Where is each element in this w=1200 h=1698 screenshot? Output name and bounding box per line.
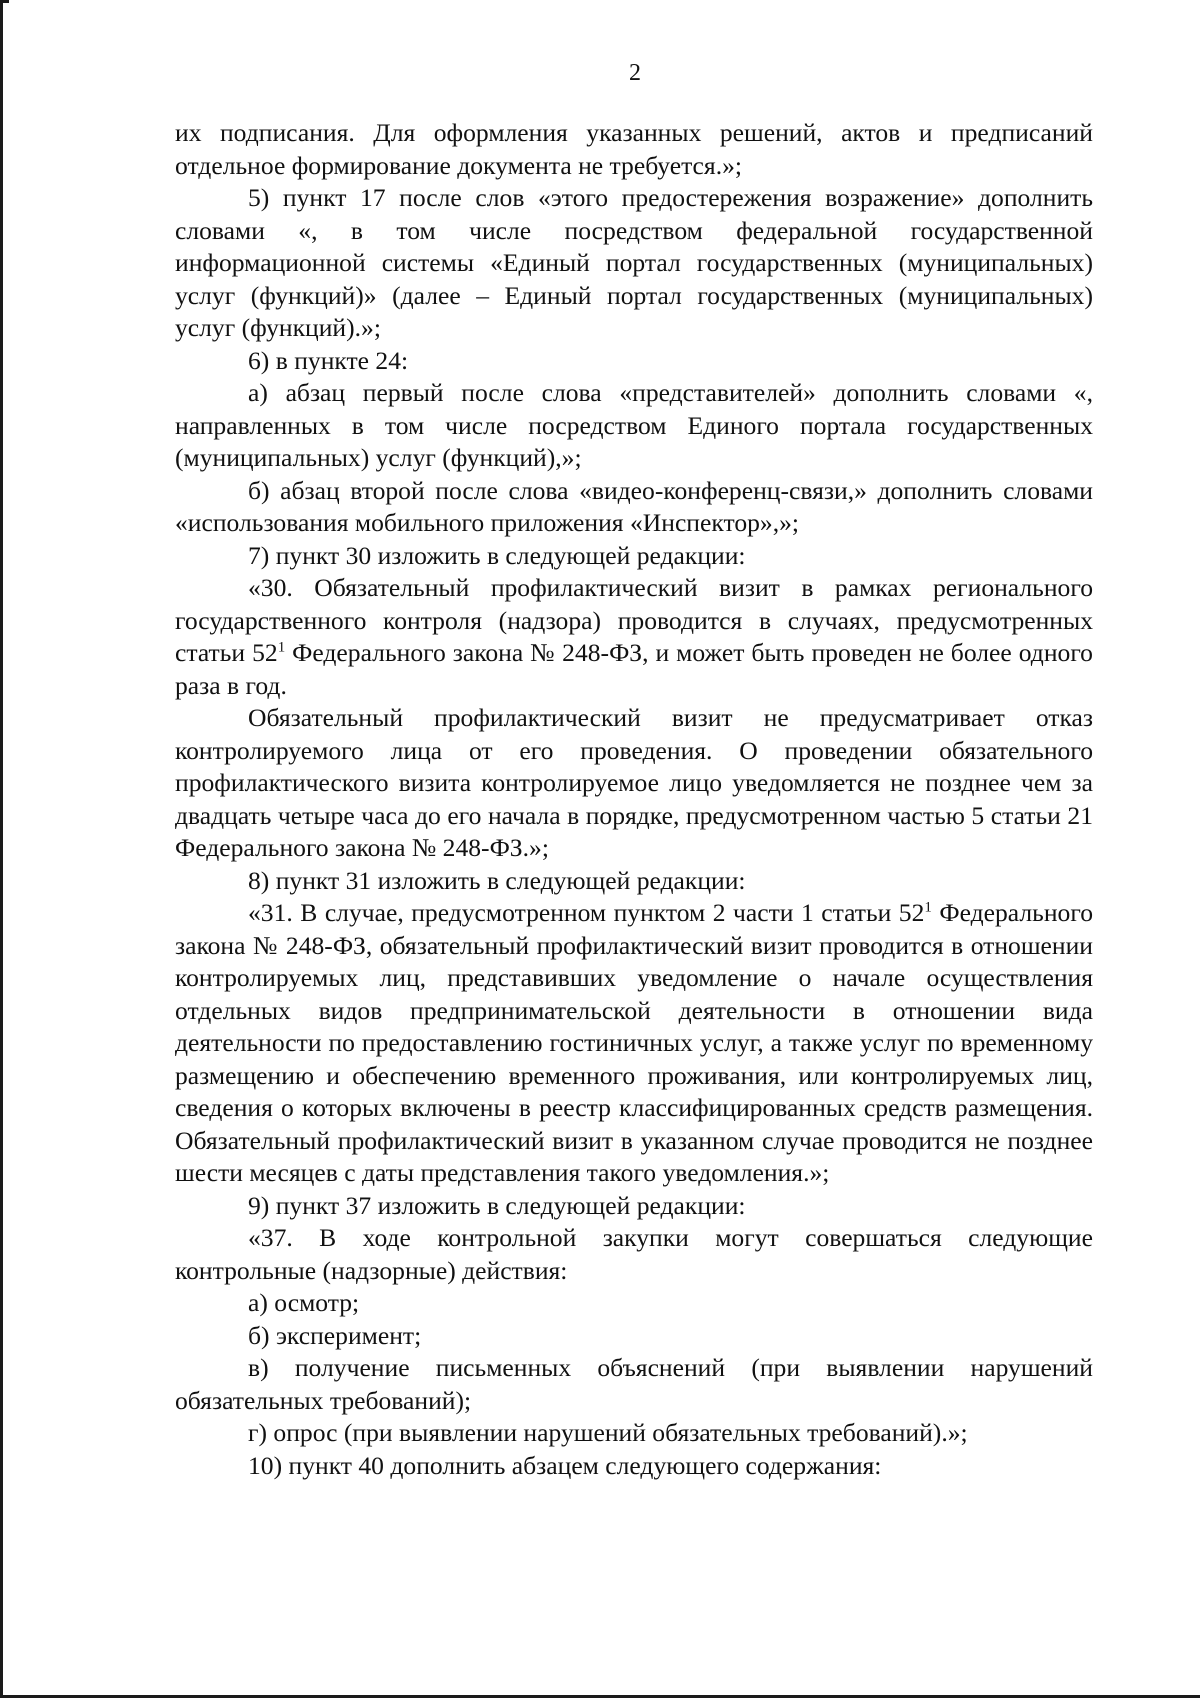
paragraph-point-30-text-after: Федерального закона № 248-ФЗ, и может быть проведен не более одного раза в год. xyxy=(175,638,1093,700)
paragraph-point-30-text-before: «30. Обязательный профилактический визит в рамках регионального государственного контроля (надзора) проводится в случаях, предусмотренных статьи 52 xyxy=(175,573,1093,667)
superscript-1: 1 xyxy=(924,899,932,916)
document-body xyxy=(175,117,1093,1482)
paragraph-continuation: их подписания. Для оформления указанных решений, актов и предписаний отдельное формирование документа не требуется.»; xyxy=(175,118,1093,180)
superscript-1: 1 xyxy=(277,639,286,656)
paragraph-point-37-v: в) получение письменных объяснений (при выявлении нарушений обязательных требований); xyxy=(175,1353,1093,1415)
paragraph-item-9: 9) пункт 37 изложить в следующей редакции: xyxy=(248,1190,746,1220)
paragraph-point-31-text-before: «31. В случае, предусмотренном пунктом 2 части 1 статьи 52 xyxy=(248,898,925,927)
paragraph-point-37-g: г) опрос (при выявлении нарушений обязательных требований).»; xyxy=(248,1418,968,1447)
paragraph-item-6a: а) абзац первый после слова «представителей» дополнить словами «, направленных в том числе посредством Единого портала государственных (муниципальных) услуг (функций),»; xyxy=(175,378,1093,472)
paragraph-item-8: 8) пункт 31 изложить в следующей редакции: xyxy=(248,865,746,895)
paragraph-point-37-a: а) осмотр; xyxy=(248,1288,360,1317)
scan-edge-tick xyxy=(0,0,9,3)
paragraph-item-6b: б) абзац второй после слова «видео-конференц-связи,» дополнить словами «использования мобильного приложения «Инспектор»,»; xyxy=(175,475,1093,537)
paragraph-item-7: 7) пункт 30 изложить в следующей редакции: xyxy=(248,540,746,570)
paragraph-item-10: 10) пункт 40 дополнить абзацем следующего содержания: xyxy=(248,1450,882,1480)
paragraph-item-5: 5) пункт 17 после слов «этого предостережения возражение» дополнить словами «, в том числе посредством федеральной государственной информационной системы «Единый портал государственных (муниципальных) услуг (функций)» (далее – Единый портал государственных (муниципальных) услуг (функций).»; xyxy=(175,183,1093,342)
paragraph-point-37-b: б) эксперимент; xyxy=(248,1320,422,1350)
paragraph-point-31 xyxy=(175,897,1093,1190)
scan-edge-left xyxy=(0,0,3,1698)
paragraph-point-30 xyxy=(175,572,1093,702)
paragraph-point-31-text-after: Федерального закона № 248-ФЗ, обязательный профилактический визит проводится в отношении контролируемых лиц, представивших уведомление о начале осуществления отдельных видов предпринимательской деятельности в отношении вида деятельности по предоставлению гостиничных услуг, а также услуг по временному размещению и обеспечению временного проживания, или контролируемых лиц, сведения о которых включены в реестр классифицированных средств размещения. Обязательный профилактический визит в указанном случае проводится не позднее шести месяцев с даты представления такого уведомления.»; xyxy=(175,898,1093,1187)
page-number: 2 xyxy=(629,60,641,86)
paragraph-point-30-part-2: Обязательный профилактический визит не предусматривает отказ контролируемого лица от его проведения. О проведении обязательного профилактического визита контролируемое лицо уведомляется не позднее чем за двадцать четыре часа до его начала в порядке, предусмотренном частью 5 статьи 21 Федерального закона № 248-ФЗ.»; xyxy=(175,703,1093,862)
paragraph-point-37: «37. В ходе контрольной закупки могут совершаться следующие контрольные (надзорные) действия: xyxy=(175,1223,1093,1285)
paragraph-item-6: 6) в пункте 24: xyxy=(248,345,409,375)
